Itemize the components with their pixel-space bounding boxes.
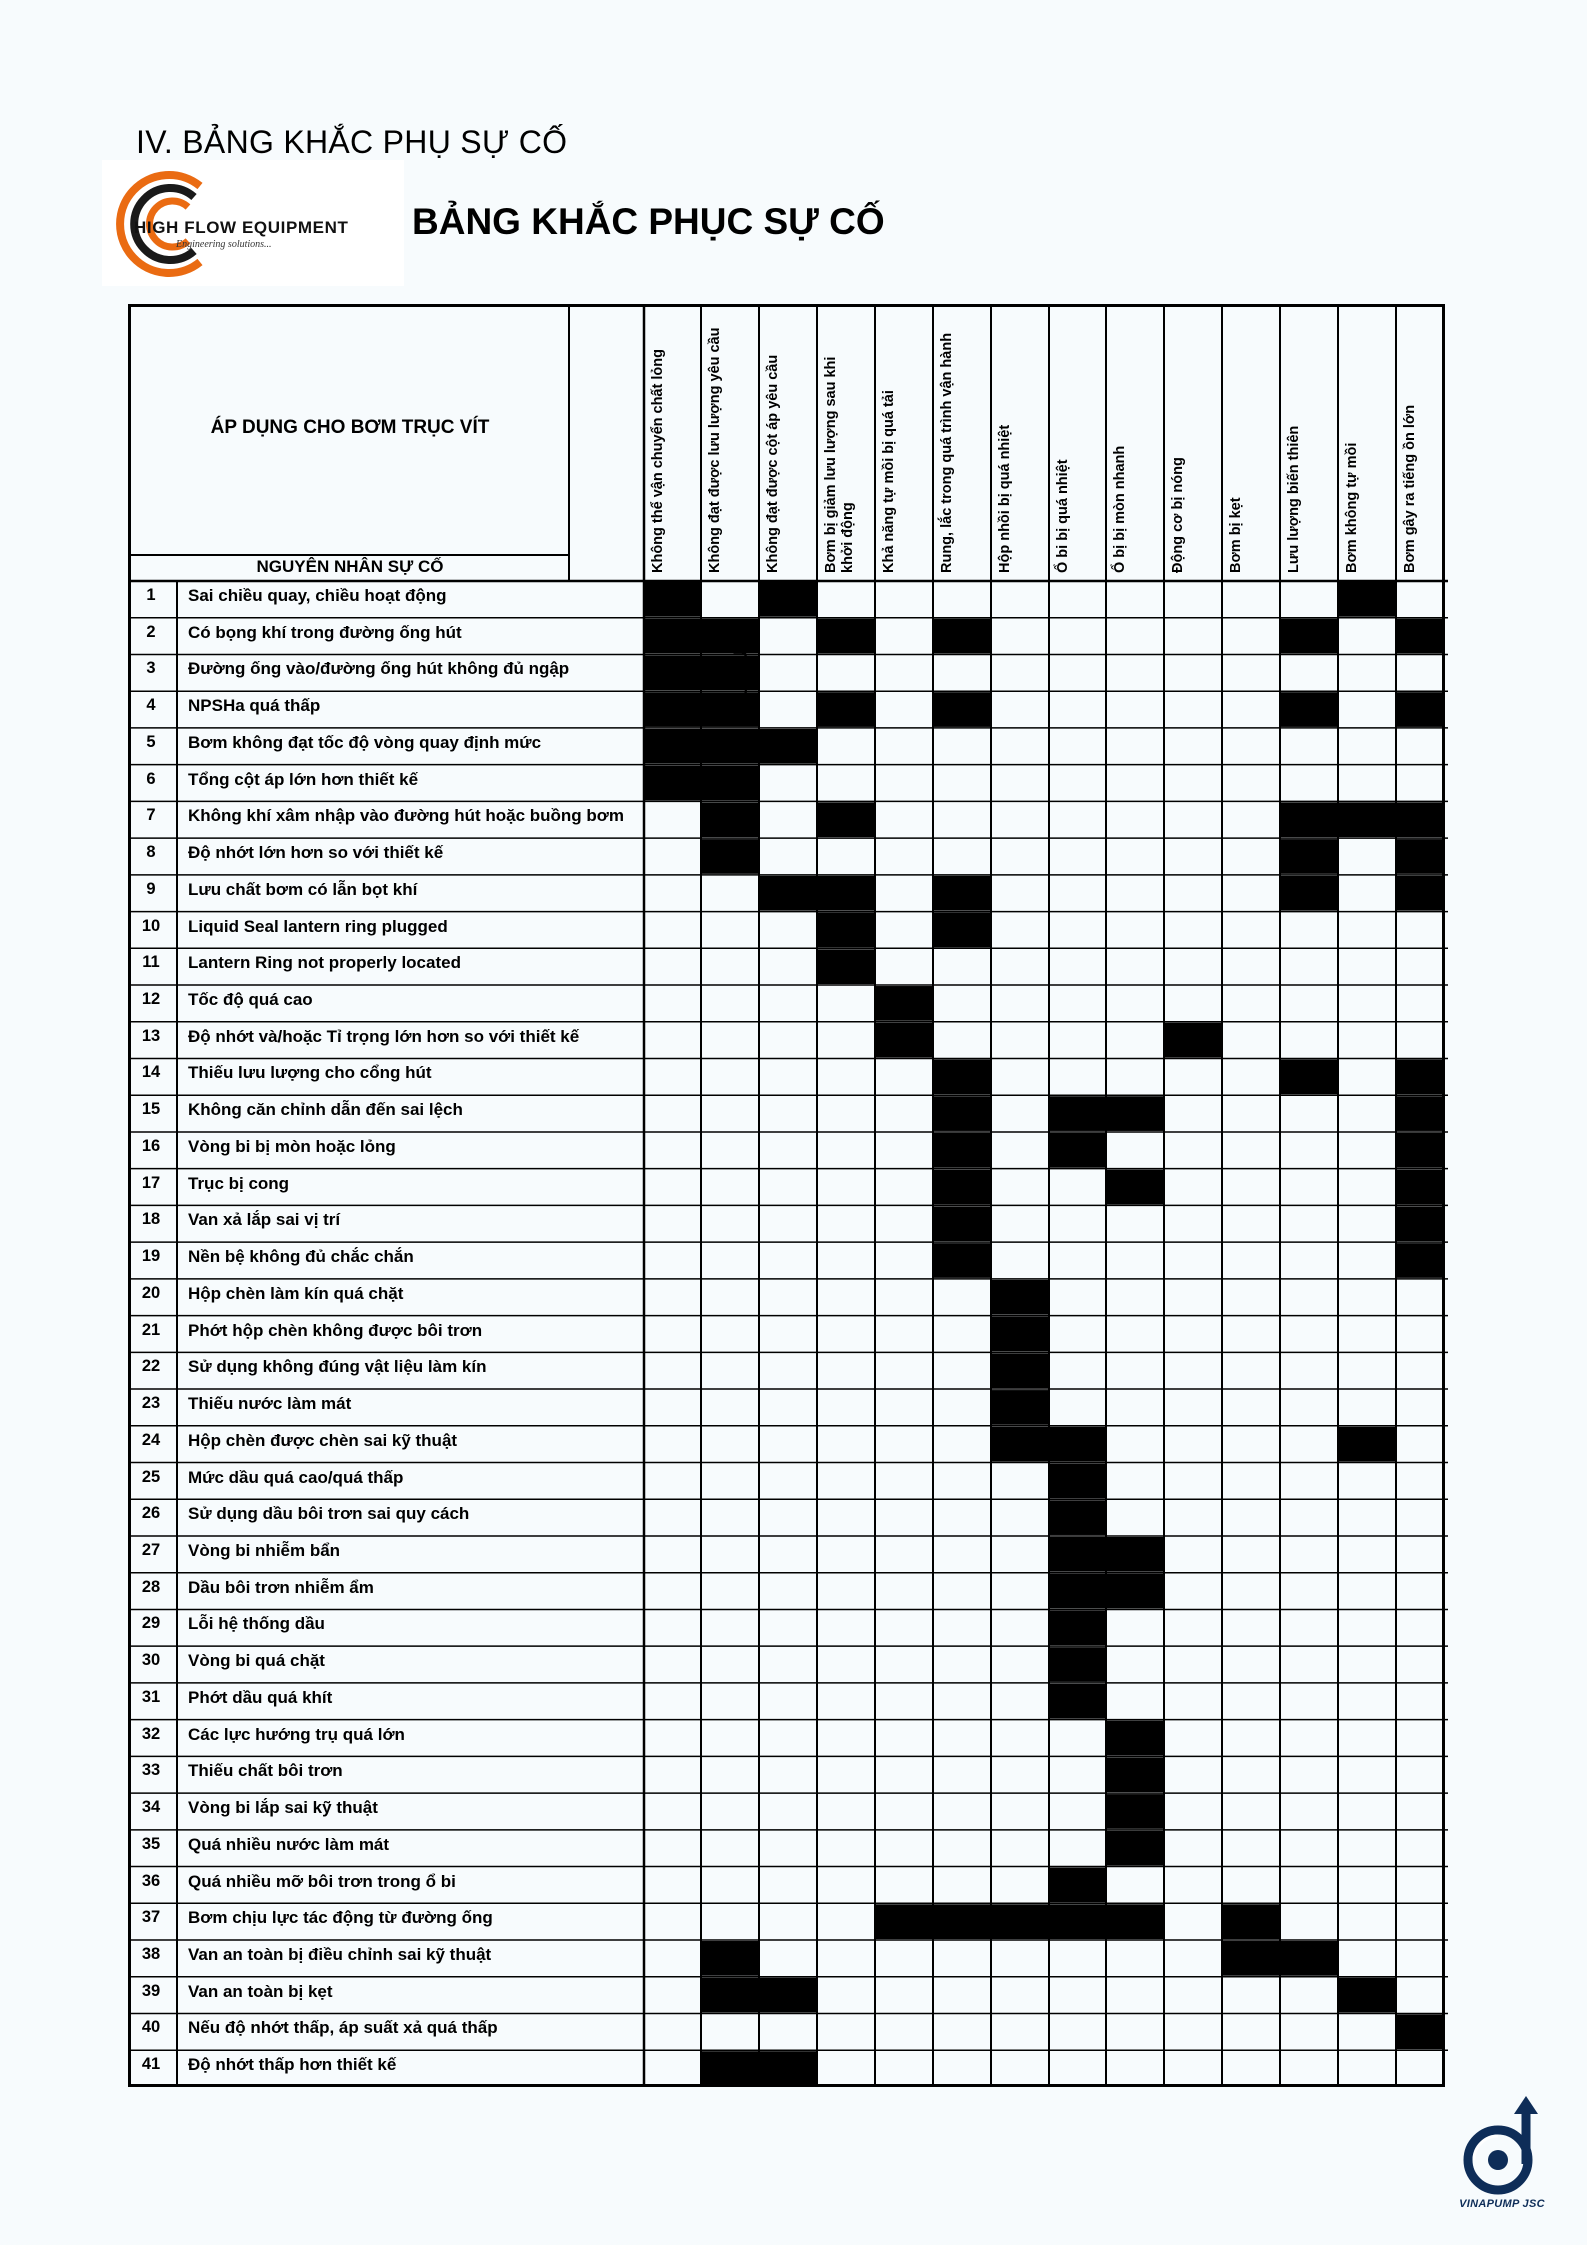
row-cause: Quá nhiều nước làm mát [188,1834,390,1854]
row-number: 34 [141,1798,161,1817]
row-cause: Quá nhiều mỡ bôi trơn trong ổ bi [188,1871,456,1891]
row-number: 18 [141,1210,161,1229]
row-number: 29 [141,1614,161,1633]
mark-cell [1397,1170,1444,1205]
row-number: 13 [141,1026,161,1045]
mark-cell [934,1904,990,1939]
mark-cell [934,913,990,948]
row-cause: Độ nhớt và/hoặc Tỉ trọng lớn hơn so với thiết kế [188,1026,580,1046]
mark-cell [1050,1427,1105,1462]
mark-cell [702,1978,758,2013]
row-cause: Nền bệ không đủ chắc chắn [188,1247,414,1267]
row-number: 27 [141,1540,161,1559]
row-cause: Tổng cột áp lớn hơn thiết kế [188,769,419,789]
mark-cell [702,766,758,801]
row-number: 15 [141,1100,161,1119]
mark-cell [1050,1096,1105,1131]
mark-cell [818,913,874,948]
row-cause: Dầu bôi trơn nhiễm ẩm [188,1577,374,1597]
row-cause: Van an toàn bị điều chỉnh sai kỹ thuật [188,1945,492,1964]
row-cause: Sử dụng dầu bôi trơn sai quy cách [188,1504,470,1524]
row-cause: Van xả lắp sai vị trí [188,1210,341,1230]
mark-cell [934,1206,990,1241]
mark-cell [876,1023,932,1058]
consequence-header: Rung, lắc trong quá trình vận hành [939,332,955,573]
row-cause: Độ nhớt lớn hơn so với thiết kế [188,843,444,863]
mark-cell [1107,1537,1163,1572]
mark-cell [1397,1243,1444,1278]
consequence-header: Bơm bị giảm lưu lượng sau khi khởi động [823,356,856,573]
mark-cell [645,692,700,727]
row-number: 40 [141,2018,161,2037]
row-number: 19 [141,1247,161,1266]
row-cause: Có bọng khí trong đường ống hút [188,622,462,642]
mark-cell [876,986,932,1021]
row-number: 25 [141,1467,161,1486]
row-cause: Tốc độ quá cao [188,990,313,1010]
row-cause: Vòng bi lắp sai kỹ thuật [188,1798,378,1818]
mark-cell [934,1059,990,1094]
row-cause: Liquid Seal lantern ring plugged [188,916,448,936]
row-cause: Bơm không đạt tốc độ vòng quay định mức [188,732,542,752]
row-number: 14 [141,1063,161,1082]
row-cause: Sử dụng không đúng vật liệu làm kín [188,1357,487,1377]
mark-cell [1339,582,1395,617]
row-cause: Phớt hộp chèn không được bôi trơn [188,1320,483,1340]
mark-cell [645,582,700,617]
mark-cell [1397,1206,1444,1241]
mark-cell [1281,839,1337,874]
mark-cell [1107,1096,1163,1131]
row-number: 30 [141,1651,161,1670]
mark-cell [645,655,700,690]
row-number: 32 [141,1724,161,1743]
mark-cell [1397,839,1444,874]
row-number: 20 [141,1283,161,1302]
mark-cell [1107,1574,1163,1609]
row-number: 36 [141,1871,161,1890]
mark-cell [1050,1500,1105,1535]
consequence-header: Ổ bị bị mòn nhanh [1112,445,1128,573]
mark-cell [1165,1023,1221,1058]
mark-cell [1107,1170,1163,1205]
mark-cell [702,2051,758,2086]
mark-cell [1397,1096,1444,1131]
mark-cell [1397,1133,1444,1168]
row-number: 5 [146,732,156,751]
consequence-header: Không thể vận chuyển chất lỏng [650,349,666,573]
row-number: 23 [141,1394,161,1413]
row-number: 2 [146,622,156,641]
row-number: 11 [142,953,160,972]
row-cause: Thiếu nước làm mát [188,1394,352,1414]
consequence-label: HẬU QUẢ [731,636,752,725]
mark-cell [1281,1059,1337,1094]
company-logo [102,160,404,286]
row-number: 22 [141,1357,161,1376]
mark-cell [1107,1757,1163,1792]
mark-cell [702,802,758,837]
row-cause: Trục bị cong [188,1173,290,1193]
row-cause: Sai chiều quay, chiều hoạt động [188,586,447,605]
row-number: 3 [146,659,156,678]
mark-cell [1339,802,1395,837]
mark-cell [992,1427,1048,1462]
document-title: BẢNG KHẮC PHỤC SỰ CỐ [412,201,885,242]
consequence-header: Bơm gây ra tiếng ồn lớn [1402,404,1418,573]
row-number: 9 [146,879,156,898]
row-cause: Mức dầu quá cao/quá thấp [188,1467,404,1487]
row-number: 6 [146,769,156,788]
row-number: 38 [141,1945,161,1963]
mark-cell [992,1904,1048,1939]
consequence-header: Không đạt được cột áp yêu cầu [765,354,781,573]
row-cause: Vòng bi quá chặt [188,1651,325,1671]
row-cause: Đường ống vào/đường ống hút không đủ ngập [188,659,570,679]
row-cause: Thiếu lưu lượng cho cổng hút [188,1063,432,1083]
mark-cell [934,692,990,727]
row-number: 31 [141,1687,161,1706]
row-number: 39 [141,1981,161,2000]
mark-cell [1050,1574,1105,1609]
mark-cell [702,729,758,764]
row-number: 33 [141,1761,161,1780]
mark-cell [1397,692,1444,727]
consequence-header: Hộp nhồi bị quá nhiệt [997,424,1013,573]
consequence-header: Lưu lượng biến thiên [1286,425,1302,573]
mark-cell [1397,2014,1444,2049]
consequence-header: Không đạt được lưu lượng yêu cầu [707,327,723,573]
mark-cell [934,1170,990,1205]
consequence-header: Bơm không tự mồi [1344,442,1360,573]
mark-cell [1050,1133,1105,1168]
row-cause: Vòng bi nhiễm bẩn [188,1540,341,1560]
row-cause: Vòng bi bị mòn hoặc lỏng [188,1136,396,1156]
row-number: 4 [146,696,156,715]
section-heading: IV. BẢNG KHẮC PHỤ SỰ CỐ [136,124,568,160]
row-cause: Độ nhớt thấp hơn thiết kế [188,2055,397,2075]
mark-cell [1281,619,1337,654]
mark-cell [760,729,816,764]
row-number: 21 [141,1320,161,1339]
mark-cell [1281,876,1337,911]
mark-cell [1050,1610,1105,1645]
mark-cell [934,1096,990,1131]
row-cause: Không khí xâm nhập vào đường hút hoặc buồng bơm [188,806,624,826]
company-tagline: Engineering solutions... [176,239,272,250]
mark-cell [760,2051,816,2086]
mark-cell [992,1280,1048,1315]
mark-cell [1107,1831,1163,1866]
mark-cell [1050,1647,1105,1682]
consequence-header: Bơm bị kẹt [1228,497,1244,573]
mark-cell [1050,1464,1105,1499]
row-cause: Lưu chất bơm có lẫn bọt khí [188,879,418,899]
mark-cell [818,692,874,727]
row-cause: NPSHa quá thấp [188,696,321,716]
row-number: 7 [146,806,156,825]
mark-cell [818,949,874,984]
row-number: 10 [141,916,161,935]
mark-cell [1339,1978,1395,2013]
mark-cell [645,766,700,801]
row-number: 24 [141,1430,161,1449]
mark-cell [645,619,700,654]
row-number: 37 [141,1908,161,1927]
row-cause: Bơm chịu lực tác động từ đường ống [188,1908,493,1928]
mark-cell [818,802,874,837]
mark-cell [992,1317,1048,1352]
row-number: 1 [146,586,156,604]
apply-label: ÁP DỤNG CHO BƠM TRỤC VÍT [210,417,490,438]
mark-cell [1397,802,1444,837]
row-number: 35 [141,1834,161,1853]
mark-cell [1397,1059,1444,1094]
vinapump-logo-icon [1452,2096,1552,2200]
mark-cell [702,839,758,874]
mark-cell [1281,1941,1337,1976]
mark-cell [760,1978,816,2013]
mark-cell [934,1243,990,1278]
company-name: HIGH FLOW EQUIPMENT [134,218,349,237]
row-cause: Không căn chỉnh dẫn đến sai lệch [188,1100,463,1120]
row-number: 26 [141,1504,161,1523]
mark-cell [1339,1427,1395,1462]
row-number: 41 [141,2055,161,2074]
consequence-header: Khả năng tự mồi bị quá tải [881,390,897,573]
row-cause: Hộp chèn được chèn sai kỹ thuật [188,1430,458,1450]
row-cause: Nếu độ nhớt thấp, áp suất xả quá thấp [188,2018,498,2038]
mark-cell [876,1904,932,1939]
row-cause: Van an toàn bị kẹt [188,1981,333,2001]
mark-cell [1397,876,1444,911]
mark-cell [645,729,700,764]
mark-cell [934,1133,990,1168]
mark-cell [1050,1904,1105,1939]
cause-column-label: NGUYÊN NHÂN SỰ CỐ [256,557,444,576]
mark-cell [934,876,990,911]
mark-cell [702,1941,758,1976]
row-cause: Lantern Ring not properly located [188,953,461,973]
mark-cell [1050,1868,1105,1903]
mark-cell [992,1390,1048,1425]
mark-cell [1050,1684,1105,1719]
mark-cell [1223,1941,1279,1976]
vinapump-text: VINAPUMP JSC [1459,2198,1545,2210]
row-cause: Thiếu chất bôi trơn [188,1761,343,1781]
row-number: 28 [141,1577,161,1596]
mark-cell [1223,1904,1279,1939]
mark-cell [818,876,874,911]
mark-cell [1281,802,1337,837]
mark-cell [1397,619,1444,654]
mark-cell [760,582,816,617]
mark-cell [1107,1794,1163,1829]
row-cause: Các lực hướng trụ quá lớn [188,1724,405,1744]
consequence-header: Ổ bi bị quá nhiệt [1055,459,1071,573]
consequence-header: Động cơ bị nóng [1170,457,1186,573]
mark-cell [760,876,816,911]
mark-cell [992,1353,1048,1388]
troubleshooting-table [128,304,1445,2087]
row-cause: Phớt dầu quá khít [188,1687,333,1707]
mark-cell [934,619,990,654]
mark-cell [1107,1721,1163,1756]
mark-cell [1281,692,1337,727]
row-number: 12 [141,990,161,1009]
row-number: 8 [146,843,156,862]
vinapump-brand [1452,2096,1552,2210]
row-cause: Lỗi hệ thống dầu [188,1614,325,1634]
row-number: 16 [141,1136,161,1155]
mark-cell [1107,1904,1163,1939]
row-number: 17 [141,1173,161,1192]
mark-cell [1050,1537,1105,1572]
mark-cell [818,619,874,654]
row-cause: Hộp chèn làm kín quá chặt [188,1283,404,1303]
